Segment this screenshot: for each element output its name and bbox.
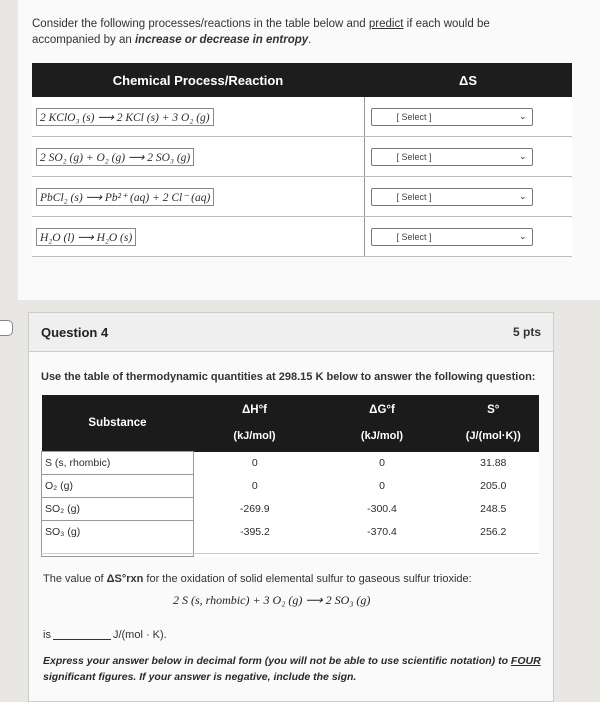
question-title: Question 4 [41, 325, 109, 340]
intro-end: . [308, 34, 312, 46]
table-row [32, 217, 572, 257]
question-points: 5 pts [512, 325, 541, 339]
table-row [42, 498, 539, 521]
chevron-down-icon: ⌄ [518, 231, 527, 241]
substance-cell: O₂ (g) [42, 475, 194, 498]
dh-cell: 0 [251, 457, 258, 469]
reaction-3: PbCl₂ (s) ⟶ Pb²⁺ (aq) + 2 Cl⁻ (aq) [36, 188, 214, 206]
delta-s-select-3[interactable] [371, 188, 533, 206]
thermo-table [41, 395, 539, 557]
col-process-header: Chemical Process/Reaction [32, 63, 364, 97]
reaction-4: H₂O (l) ⟶ H₂O (s) [36, 228, 136, 246]
reaction-2: 2 SO₂ (g) + O₂ (g) ⟶ 2 SO₃ (g) [36, 148, 194, 166]
s-unit: (J/(mol·K)) [465, 430, 521, 443]
express-four: FOUR [510, 655, 541, 667]
dh-label: ΔH°f [242, 404, 267, 417]
intro-text-2: if each would be accompanied by an [32, 18, 490, 46]
dh-header [194, 395, 317, 452]
intro-bold: increase or decrease in entropy [134, 34, 309, 46]
answer-instructions [43, 653, 543, 685]
question-3-panel [18, 0, 600, 300]
delta-s-select-1[interactable] [371, 108, 533, 126]
dg-header [316, 395, 448, 452]
question-instruction: Use the table of thermodynamic quantities at 298.15 K below to answer the following question: [41, 371, 536, 383]
dg-cell: 0 [379, 480, 385, 492]
table-row [32, 177, 572, 217]
prompt-suffix: for the oxidation of solid elemental sulfur to gaseous sulfur trioxide: [143, 573, 472, 585]
select-placeholder: [ Select ] [396, 111, 432, 122]
chevron-down-icon: ⌄ [518, 111, 527, 121]
dg-cell: 0 [379, 457, 385, 469]
substance-cell: S (s, rhombic) [42, 452, 194, 475]
chevron-down-icon: ⌄ [518, 151, 527, 161]
s-cell: 256.2 [480, 526, 507, 538]
question-4-panel [28, 312, 554, 702]
entropy-table [32, 63, 572, 257]
dg-label: ΔG°f [369, 404, 395, 417]
select-placeholder: [ Select ] [396, 231, 432, 242]
flag-question-icon[interactable] [0, 320, 13, 336]
express-text: Express your answer below in decimal form (you will not be able to use scientific notation) to [43, 655, 511, 667]
prompt-prefix: The value of [43, 573, 107, 585]
s-cell: 248.5 [480, 503, 507, 515]
table-row [32, 97, 572, 137]
delta-s-select-2[interactable] [371, 148, 533, 166]
s-cell: 31.88 [480, 457, 507, 469]
dh-cell: -395.2 [240, 526, 270, 538]
answer-line [43, 629, 167, 641]
is-label: is [43, 629, 51, 641]
answer-blank[interactable] [53, 639, 111, 640]
intro-predict: predict [368, 18, 404, 30]
substance-cell: SO₂ (g) [42, 498, 194, 521]
delta-s-select-4[interactable] [371, 228, 533, 246]
dh-unit: (kJ/mol) [233, 430, 276, 443]
select-placeholder: [ Select ] [396, 191, 432, 202]
table-row [42, 475, 539, 498]
question-4-header [29, 313, 553, 352]
table-row [42, 521, 539, 557]
question-3-intro [32, 16, 552, 48]
s-cell: 205.0 [480, 480, 507, 492]
divider [41, 553, 539, 554]
answer-unit: J/(mol · K). [112, 629, 167, 641]
table-row [42, 452, 539, 475]
substance-cell: SO₃ (g) [42, 521, 194, 557]
select-placeholder: [ Select ] [396, 151, 432, 162]
reaction-1: 2 KClO₃ (s) ⟶ 2 KCl (s) + 3 O₂ (g) [36, 108, 214, 126]
s-label: S° [487, 404, 500, 417]
substance-header: Substance [42, 395, 194, 452]
dh-cell: -269.9 [239, 503, 270, 515]
dh-cell: 0 [251, 480, 258, 492]
table-row [32, 137, 572, 177]
reaction-equation: 2 S (s, rhombic) + 3 O₂ (g) ⟶ 2 SO₃ (g) [173, 593, 371, 607]
question-prompt [43, 573, 472, 585]
chevron-down-icon: ⌄ [518, 191, 527, 201]
express-text-2: significant figures. If your answer is negative, include the sign. [43, 671, 357, 683]
delta-s-rxn-symbol: ΔS°rxn [106, 573, 144, 585]
dg-cell: -370.4 [367, 526, 397, 538]
dg-unit: (kJ/mol) [360, 430, 404, 443]
s-header [448, 395, 539, 452]
intro-text: Consider the following processes/reactions in the table below and [32, 18, 369, 30]
col-delta-s-header: ΔS [364, 63, 572, 97]
dg-cell: -300.4 [367, 503, 397, 515]
